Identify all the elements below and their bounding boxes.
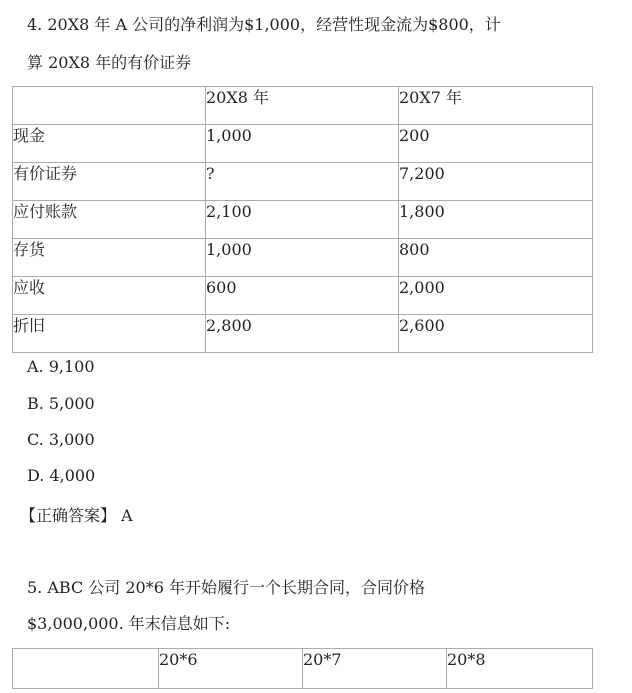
cell: 1,000 [206,239,399,277]
table-row [13,125,593,163]
q5-text-line1: 5. ABC 公司 20*6 年开始履行一个长期合同，合同价格 [27,578,426,597]
table-row [13,277,593,315]
cell: 2,000 [399,277,593,315]
table-row [13,239,593,277]
cell: 1,800 [399,201,593,239]
table-row [13,201,593,239]
table-row [13,315,593,353]
option-c: C. 3,000 [27,430,95,449]
table-row [13,163,593,201]
cell: 1,000 [206,125,399,163]
q4-text-line2: 算 20X8 年的有价证券 [27,53,192,72]
cell: 2,600 [399,315,593,353]
cell: 800 [399,239,593,277]
header-cell [13,87,206,125]
cell: 应付账款 [13,201,206,239]
q4-text-line1: 4. 20X8 年 A 公司的净利润为$1,000，经营性现金流为$800，计 [27,15,501,34]
cell: 600 [206,277,399,315]
cell: 存货 [13,239,206,277]
cell: ? [206,163,399,201]
header-cell: 20X7 年 [399,87,593,125]
header-cell [13,649,159,689]
cell: 7,200 [399,163,593,201]
header-cell: 20X8 年 [206,87,399,125]
header-cell: 20*7 [303,649,447,689]
option-a: A. 9,100 [27,357,95,376]
cell: 应收 [13,277,206,315]
header-cell: 20*8 [447,649,593,689]
q5-text-line2: $3,000,000. 年末信息如下: [27,614,231,633]
q5-table [12,648,593,689]
cell: 折旧 [13,315,206,353]
cell: 2,800 [206,315,399,353]
table-header-row [13,87,593,125]
cell: 200 [399,125,593,163]
cell: 2,100 [206,201,399,239]
q4-table [12,86,593,353]
cell: 有价证券 [13,163,206,201]
table-header-row [13,649,593,689]
option-d: D. 4,000 [27,466,96,485]
correct-answer: 【正确答案】 A [20,506,133,525]
cell: 现金 [13,125,206,163]
header-cell: 20*6 [159,649,303,689]
option-b: B. 5,000 [27,394,95,413]
